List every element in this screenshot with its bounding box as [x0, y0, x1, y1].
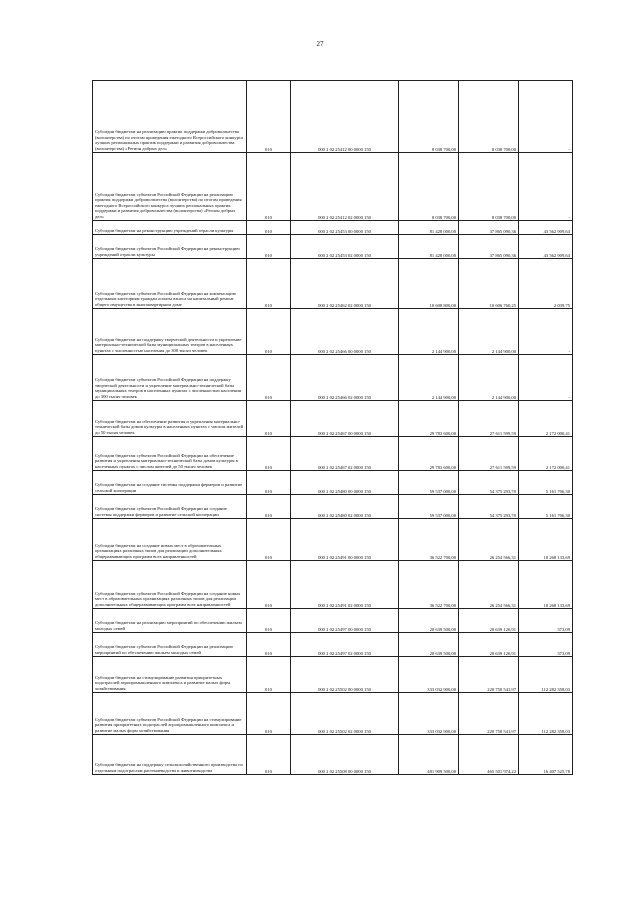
row-plan-amount: 20 639 500,00 [399, 609, 459, 633]
row-code: 010 [247, 309, 291, 355]
row-code: 010 [247, 259, 291, 309]
row-classifier: 000 2 02 25480 02 0000 150 [291, 495, 399, 519]
row-plan-amount: 333 032 900,00 [399, 657, 459, 693]
row-classifier: 000 2 02 25467 02 0000 150 [291, 437, 399, 471]
row-name: Субсидии бюджетам субъектов Российской Федерации на компенсацию отдельным категориям граждан оплаты взноса на капитальный ремонт общего имущества в многоквартирном доме [93, 259, 247, 309]
row-plan-amount: 29 783 600,00 [399, 401, 459, 437]
row-unexecuted-amount: 10 268 133,69 [519, 519, 573, 561]
row-unexecuted-amount: 373,09 [519, 633, 573, 657]
row-plan-amount: 481 909 500,00 [399, 735, 459, 775]
row-classifier: 000 2 02 25502 00 0000 150 [291, 657, 399, 693]
row-unexecuted-amount: 5 161 706,30 [519, 495, 573, 519]
row-plan-amount: 81 428 000,00 [399, 221, 459, 235]
row-unexecuted-amount: 373,09 [519, 609, 573, 633]
row-executed-amount: 26 254 566,31 [459, 561, 519, 609]
table-row [93, 309, 573, 355]
table-row [93, 495, 573, 519]
row-name: Субсидии бюджетам на поддержку творческой деятельности и укрепление материально-технической базы муниципальных театров в населенных пунктах с численностью населения до 300 тысяч человек [93, 309, 247, 355]
row-classifier: 000 2 02 25462 02 0000 150 [291, 259, 399, 309]
row-name: Субсидии бюджетам на поддержку сельскохозяйственного производства по отдельным подотраслям растениеводства и животноводства [93, 735, 247, 775]
row-classifier: 000 2 02 25497 00 0000 150 [291, 609, 399, 633]
row-unexecuted-amount: - [519, 355, 573, 401]
row-executed-amount: 20 639 126,91 [459, 609, 519, 633]
row-code: 010 [247, 471, 291, 495]
row-code: 010 [247, 221, 291, 235]
row-code: 010 [247, 657, 291, 693]
row-name: Субсидии бюджетам на обеспечение развития и укрепления материально-технической базы домов культуры в населенных пунктах с числом жителей до 50 тысяч человек [93, 401, 247, 437]
row-code: 010 [247, 401, 291, 437]
row-executed-amount: 54 375 293,70 [459, 495, 519, 519]
row-name: Субсидии бюджетам субъектов Российской Федерации на реализацию практик поддержки добровольчества (волонтерства) по итогам проведения ежегодного Всероссийского конкурса лучших региональных практик поддержки и развития добровольчества (волонтерства) «Регион добрых дел» [93, 153, 247, 221]
table-row [93, 153, 573, 221]
table-row [93, 561, 573, 609]
row-plan-amount: 2 144 900,00 [399, 309, 459, 355]
row-unexecuted-amount: - [519, 81, 573, 153]
table-body [93, 81, 573, 775]
row-executed-amount: 27 611 599,59 [459, 401, 519, 437]
row-executed-amount: 26 254 566,31 [459, 519, 519, 561]
table-row [93, 235, 573, 259]
table-row [93, 609, 573, 633]
row-unexecuted-amount: 43 562 909,64 [519, 221, 573, 235]
row-plan-amount: 8 038 700,00 [399, 81, 459, 153]
row-plan-amount: 8 038 700,00 [399, 153, 459, 221]
row-plan-amount: 59 537 000,00 [399, 471, 459, 495]
row-name: Субсидии бюджетам на создание новых мест в образовательных организациях различных типов для реализации дополнительных общеразвивающих программ всех направленностей [93, 519, 247, 561]
row-plan-amount: 36 522 700,00 [399, 561, 459, 609]
row-unexecuted-amount: 43 562 909,64 [519, 235, 573, 259]
row-code: 010 [247, 235, 291, 259]
row-code: 010 [247, 495, 291, 519]
table-row [93, 735, 573, 775]
row-code: 010 [247, 735, 291, 775]
row-plan-amount: 333 032 900,00 [399, 693, 459, 735]
table-row [93, 633, 573, 657]
row-code: 010 [247, 609, 291, 633]
row-name: Субсидии бюджетам субъектов Российской Федерации на создание системы поддержки фермеров и развитие сельской кооперации [93, 495, 247, 519]
table-row [93, 221, 573, 235]
row-unexecuted-amount: 2 039,75 [519, 259, 573, 309]
row-plan-amount: 29 783 600,00 [399, 437, 459, 471]
row-unexecuted-amount: 112 282 358,03 [519, 693, 573, 735]
row-executed-amount: 2 144 900,00 [459, 309, 519, 355]
row-code: 010 [247, 519, 291, 561]
row-classifier: 000 2 02 25466 00 0000 150 [291, 309, 399, 355]
row-plan-amount: 20 639 500,00 [399, 633, 459, 657]
row-executed-amount: 27 611 599,59 [459, 437, 519, 471]
table-row [93, 657, 573, 693]
row-code: 010 [247, 561, 291, 609]
row-name: Субсидии бюджетам субъектов Российской Федерации на стимулирование развития приоритетных подотраслей агропромышленного комплекса и развитие малых форм хозяйствования [93, 693, 247, 735]
row-name: Субсидии бюджетам на реализацию мероприятий по обеспечению жильем молодых семей [93, 609, 247, 633]
row-classifier: 000 2 02 25502 02 0000 150 [291, 693, 399, 735]
row-executed-amount: 465 501 974,22 [459, 735, 519, 775]
row-unexecuted-amount: 2 172 000,41 [519, 401, 573, 437]
row-executed-amount: 220 750 541,97 [459, 657, 519, 693]
row-plan-amount: 10 608 800,00 [399, 259, 459, 309]
row-code: 010 [247, 633, 291, 657]
row-plan-amount: 59 537 000,00 [399, 495, 459, 519]
row-code: 010 [247, 693, 291, 735]
row-name: Субсидии бюджетам на реализацию практик поддержки добровольчества (волонтерства) по итогам проведения ежегодного Всероссийского конкурса лучших региональных практик поддержки и развития добровольчества (волонтерства) «Регион добрых дел» [93, 81, 247, 153]
row-classifier: 000 2 02 25412 02 0000 150 [291, 153, 399, 221]
row-code: 010 [247, 355, 291, 401]
row-name: Субсидии бюджетам на стимулирование развития приоритетных подотраслей агропромышленного комплекса и развитие малых форм хозяйствования [93, 657, 247, 693]
row-classifier: 000 2 02 25412 00 0000 150 [291, 81, 399, 153]
row-name: Субсидии бюджетам на реконструкцию учреждений отрасли культуры [93, 221, 247, 235]
row-name: Субсидии бюджетам субъектов Российской Федерации на создание новых мест в образовательных организациях различных типов для реализации дополнительных общеразвивающих программ всех направленностей [93, 561, 247, 609]
row-name: Субсидии бюджетам субъектов Российской Федерации на обеспечение развития и укрепления материально-технической базы домов культуры в населенных пунктах с числом жителей до 50 тысяч человек [93, 437, 247, 471]
row-executed-amount: 8 038 700,00 [459, 153, 519, 221]
page-number: 27 [316, 40, 324, 48]
row-executed-amount: 220 750 541,97 [459, 693, 519, 735]
table-row [93, 437, 573, 471]
row-unexecuted-amount: - [519, 153, 573, 221]
table-row [93, 401, 573, 437]
row-classifier: 000 2 02 25497 02 0000 150 [291, 633, 399, 657]
table-row [93, 471, 573, 495]
row-name: Субсидии бюджетам субъектов Российской Федерации на реализацию мероприятий по обеспечению жильем молодых семей [93, 633, 247, 657]
row-unexecuted-amount: 16 407 525,78 [519, 735, 573, 775]
row-unexecuted-amount: 10 268 133,69 [519, 561, 573, 609]
row-classifier: 000 2 02 25453 02 0000 150 [291, 235, 399, 259]
row-classifier: 000 2 02 25467 00 0000 150 [291, 401, 399, 437]
row-classifier: 000 2 02 25508 00 0000 150 [291, 735, 399, 775]
row-code: 010 [247, 81, 291, 153]
row-name: Субсидии бюджетам на создание системы поддержки фермеров и развитие сельской кооперации [93, 471, 247, 495]
table-row [93, 355, 573, 401]
row-plan-amount: 2 144 900,00 [399, 355, 459, 401]
row-executed-amount: 2 144 900,00 [459, 355, 519, 401]
row-executed-amount: 54 375 293,70 [459, 471, 519, 495]
row-code: 010 [247, 437, 291, 471]
row-unexecuted-amount: - [519, 309, 573, 355]
row-classifier: 000 2 02 25466 02 0000 150 [291, 355, 399, 401]
row-plan-amount: 36 522 700,00 [399, 519, 459, 561]
row-unexecuted-amount: 2 172 000,41 [519, 437, 573, 471]
row-executed-amount: 8 038 700,00 [459, 81, 519, 153]
row-code: 010 [247, 153, 291, 221]
row-executed-amount: 37 865 090,36 [459, 221, 519, 235]
row-unexecuted-amount: 5 161 706,30 [519, 471, 573, 495]
row-executed-amount: 20 639 126,91 [459, 633, 519, 657]
row-classifier: 000 2 02 25453 00 0000 150 [291, 221, 399, 235]
row-executed-amount: 10 606 760,25 [459, 259, 519, 309]
row-classifier: 000 2 02 25491 02 0000 150 [291, 561, 399, 609]
row-unexecuted-amount: 112 282 358,03 [519, 657, 573, 693]
row-classifier: 000 2 02 25480 00 0000 150 [291, 471, 399, 495]
table-row [93, 693, 573, 735]
table-row [93, 519, 573, 561]
row-name: Субсидии бюджетам субъектов Российской Федерации на поддержку творческой деятельности и укрепление материально-технической базы муниципальных театров в населенных пунктах с численностью населения до 300 тысяч человек [93, 355, 247, 401]
row-classifier: 000 2 02 25491 00 0000 150 [291, 519, 399, 561]
table-row [93, 81, 573, 153]
table-row [93, 259, 573, 309]
row-name: Субсидии бюджетам субъектов Российской Федерации на реконструкцию учреждений отрасли культуры [93, 235, 247, 259]
budget-table [92, 80, 573, 775]
row-executed-amount: 37 865 090,36 [459, 235, 519, 259]
row-plan-amount: 81 428 000,00 [399, 235, 459, 259]
